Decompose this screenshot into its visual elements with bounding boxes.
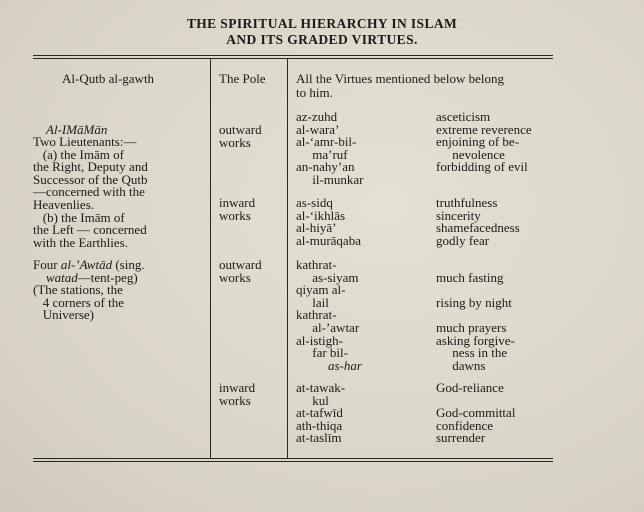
awtad-inward-works-label: inward works — [219, 380, 256, 408]
column-divider-2 — [287, 58, 288, 458]
imaman-title: Al-IMāMān — [46, 122, 108, 137]
imaman-outward-terms: az-zuhd al-wara’ al-‘amr-bil- ma’ruf an-nahy’an il-munkar — [296, 109, 364, 187]
imaman-outward-virtues: asceticism extreme reverence enjoining of be- nevolence forbidding of evil — [436, 109, 532, 175]
column-header-pole: The Pole — [219, 71, 266, 86]
awtad-description-line-2: watad—tent-peg) — [46, 269, 138, 285]
awtad-description-rest: (The stations, the 4 corners of the Universe) — [33, 282, 124, 323]
column-header-virtues-line-2: to him. — [296, 85, 333, 100]
column-header-rank: Al-Qutb al-gawth — [62, 71, 155, 86]
imaman-inward-virtues: truthfulness sincerity shamefacedness godly fear — [436, 195, 520, 248]
table-top-rule-2 — [33, 58, 553, 59]
imaman-inward-terms: as-sidq al-‘ikhlās al-hiyā’ al-murāqaba — [296, 195, 361, 248]
imaman-outward-works-label: outward works — [219, 122, 262, 150]
awtad-inward-virtues: God-reliance God-committal confidence surrender — [436, 380, 516, 446]
awtad-outward-terms: kathrat- as-siyam qiyam al- lail kathrat- al-’awtar al-istigh- far bil- — [296, 257, 360, 361]
page-title-line-1: THE SPIRITUAL HIERARCHY IN ISLAM — [186, 16, 458, 31]
imaman-inward-works-label: inward works — [219, 195, 256, 223]
awtad-outward-works-label: outward works — [219, 257, 262, 285]
page-title-line-2: AND ITS GRADED VIRTUES. — [226, 32, 418, 47]
awtad-outward-terms-italic: as-har — [328, 358, 362, 373]
table-top-rule — [33, 55, 553, 56]
awtad-outward-virtues: much fasting rising by night much prayers asking forgive- ness in the dawns — [436, 269, 515, 373]
table-bottom-rule-2 — [33, 461, 553, 462]
awtad-inward-terms: at-tawak- kul at-tafwīd ath-thiqa at-taslīm — [296, 380, 346, 446]
table-bottom-rule — [33, 458, 553, 459]
imaman-description: Two Lieutenants:— (a) the Imām of the Right, Deputy and Successor of the Qutb —concerned with the Heavenlies. (b) the Imām of the Left — concerned with the Earthlies. — [33, 134, 148, 250]
column-header-virtues-line-1: All the Virtues mentioned below belong — [296, 71, 505, 86]
awtad-description-line-1: Four al-’Awtād (sing. — [33, 257, 145, 272]
column-divider-1 — [210, 58, 211, 458]
